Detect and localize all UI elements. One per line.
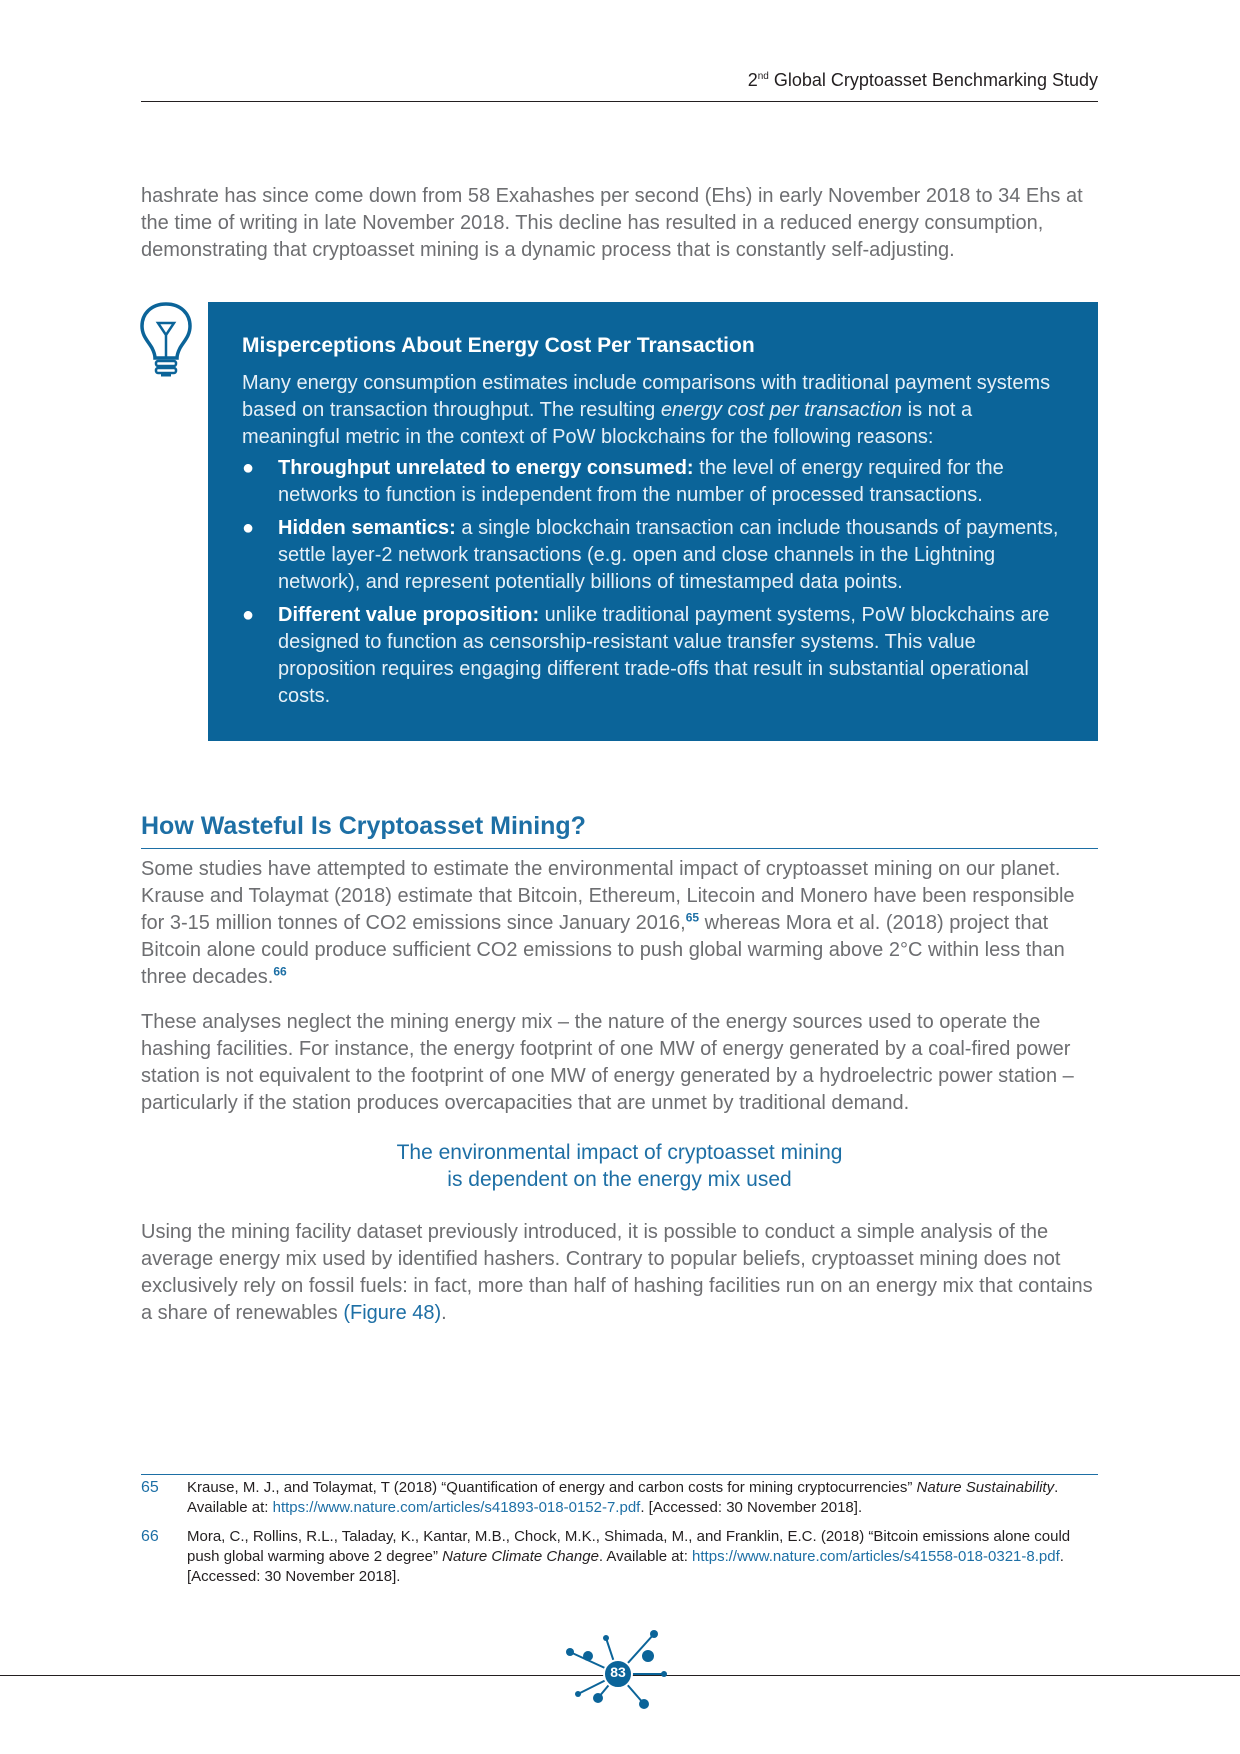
running-header xyxy=(748,70,1098,91)
footnote-ref-66[interactable]: 66 xyxy=(273,964,287,979)
list-item xyxy=(242,455,1068,509)
bullet-text: unlike traditional payment systems, PoW blockchains are designed to function as censorship-resistant value transfer systems. This value proposition requires engaging different trade-offs that result in substantial operational costs. xyxy=(278,604,1050,707)
callout-bullet-list xyxy=(242,455,1068,710)
p3-before: Using the mining facility dataset previously introduced, it is possible to conduct a simple analysis of the average energy mix used by identified hashers. Contrary to popular beliefs, cryptoasset mining does not exclusively rely on fossil fuels: in fact, more than half of hashing facilities run on an energy mix that contains a share of renewables xyxy=(141,1221,1093,1324)
p3-after: . xyxy=(441,1302,447,1324)
footnote-number: 65 xyxy=(141,1479,159,1496)
footnote-accessed: . [Accessed: 30 November 2018]. xyxy=(187,1548,1064,1585)
pull-quote-line-1: The environmental impact of cryptoasset mining xyxy=(396,1141,843,1164)
header-rule xyxy=(141,101,1098,102)
header-title-sup: nd xyxy=(757,71,769,82)
callout-intro-italic: energy cost per transaction xyxy=(660,399,903,421)
lightbulb-icon xyxy=(138,301,194,379)
intro-paragraph: hashrate has since come down from 58 Exahashes per second (Ehs) in early November 2018 to 34 Ehs at the time of writing in late November 2018. This decline has resulted in a reduced energy consumption, demonstrating that cryptoasset mining is a dynamic process that is constantly self-adjusting. xyxy=(141,185,1083,261)
bullet-bold: Different value proposition: xyxy=(278,604,540,626)
footnote-journal: Nature Sustainability xyxy=(916,1479,1055,1496)
section-paragraph-3 xyxy=(141,1219,1101,1327)
list-item xyxy=(242,602,1068,710)
pull-quote-line-2: is dependent on the energy mix used xyxy=(447,1168,792,1191)
footnote-accessed: . [Accessed: 30 November 2018]. xyxy=(640,1499,863,1516)
bullet-icon: ● xyxy=(242,457,255,479)
footnote-rule xyxy=(141,1474,1098,1475)
callout-box xyxy=(208,302,1098,741)
footnote-url-link[interactable]: https://www.nature.com/articles/s41893-018-0152-7.pdf xyxy=(272,1499,641,1516)
callout-intro-before: Many energy consumption estimates include comparisons with traditional payment systems based on transaction throughput. The resulting xyxy=(242,372,1051,421)
bullet-bold: Hidden semantics: xyxy=(278,517,456,539)
callout-intro-after: is not a meaningful metric in the context of PoW blockchains for the following reasons: xyxy=(242,399,973,448)
footnote-66 xyxy=(141,1527,1098,1587)
footnote-citation: Mora, C., Rollins, R.L., Taladay, K., Kantar, M.B., Chock, M.K., Shimada, M., and Franklin, E.C. (2018) “Bitcoin emissions alone could push global warming above 2 degree” xyxy=(187,1528,1071,1565)
header-title-prefix: 2 xyxy=(747,70,758,90)
footnote-number: 66 xyxy=(141,1528,159,1545)
footnote-text xyxy=(187,1527,1098,1587)
header-title-rest: Global Cryptoasset Benchmarking Study xyxy=(768,70,1098,90)
pull-quote xyxy=(141,1139,1098,1193)
footnote-citation: Krause, M. J., and Tolaymat, T (2018) “Quantification of energy and carbon costs for mining cryptocurrencies” xyxy=(187,1479,917,1496)
footnote-journal: Nature Climate Change xyxy=(442,1548,599,1565)
footnote-available: . Available at: xyxy=(187,1479,1059,1516)
list-item xyxy=(242,515,1068,596)
page-number: 83 xyxy=(610,1664,626,1680)
footnote-available: . Available at: xyxy=(598,1548,693,1565)
section-paragraph-1 xyxy=(141,856,1101,991)
footnote-url-link[interactable]: https://www.nature.com/articles/s41558-018-0321-8.pdf xyxy=(692,1548,1060,1565)
bullet-text: the level of energy required for the networks to function is independent from the number of processed transactions. xyxy=(278,457,1004,506)
footnote-ref-65[interactable]: 65 xyxy=(685,910,700,925)
section-paragraph-2: These analyses neglect the mining energy mix – the nature of the energy sources used to operate the hashing facilities. For instance, the energy footprint of one MW of energy generated by a coal-fired power station is not equivalent to the footprint of one MW of energy generated by a hydroelectric power station – particularly if the station produces overcapacities that are unmet by traditional demand. xyxy=(141,1011,1074,1114)
figure-48-link[interactable]: (Figure 48) xyxy=(343,1302,442,1324)
section-rule xyxy=(141,848,1098,849)
bullet-text: a single blockchain transaction can include thousands of payments, settle layer-2 network transactions (e.g. open and close channels in the Lightning network), and represent potentially billions of timestamped data points. xyxy=(278,517,1059,593)
callout-title: Misperceptions About Energy Cost Per Transaction xyxy=(242,334,755,357)
section-heading: How Wasteful Is Cryptoasset Mining? xyxy=(141,812,586,840)
footnote-text xyxy=(187,1478,1098,1518)
bullet-icon: ● xyxy=(242,517,255,539)
p1-part2: whereas Mora et al. (2018) project that Bitcoin alone could produce sufficient CO2 emissions to push global warming above 2°C within less than three decades. xyxy=(141,912,1065,988)
footnote-65 xyxy=(141,1478,1098,1518)
callout-intro xyxy=(242,370,1068,451)
p1-part1: Some studies have attempted to estimate the environmental impact of cryptoasset mining on our planet. Krause and Tolaymat (2018) estimate that Bitcoin, Ethereum, Litecoin and Monero have been responsible for 3-15 million tonnes of CO2 emissions since January 2016, xyxy=(141,858,1075,934)
bullet-icon: ● xyxy=(242,604,255,626)
bullet-bold: Throughput unrelated to energy consumed: xyxy=(278,457,694,479)
